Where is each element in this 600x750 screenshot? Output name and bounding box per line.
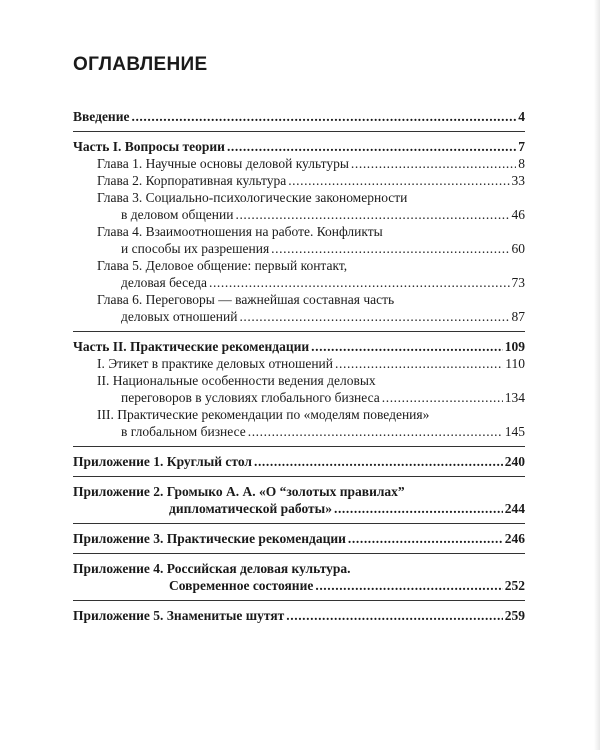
toc-entry-section-2: II. Национальные особенности ведения деловых переговоров в условиях глобального бизнеса ..... 134 [73,372,525,406]
page-number: 109 [504,339,525,354]
page-number: 240 [504,454,525,469]
divider [73,600,525,601]
page-number: 60 [511,241,525,256]
toc-entry-chapter-4: Глава 4. Взаимоотношения на работе. Конфликты и способы их разрешения ..... 60 [73,223,525,257]
divider [73,331,525,332]
divider [73,446,525,447]
page-number: 252 [504,578,525,593]
divider [73,523,525,524]
page-number: 145 [504,424,525,439]
page-number: 134 [504,390,525,405]
page-number: 259 [504,608,525,623]
toc-entry-chapter-5: Глава 5. Деловое общение: первый контакт, деловая беседа ..... 73 [73,257,525,291]
toc-entry-section-1: I. Этикет в практике деловых отношений ..... 110 [73,355,525,372]
toc-entry-part2: Часть II. Практические рекомендации ..... 109 [73,338,525,355]
toc-entry-appendix-1: Приложение 1. Круглый стол ..... 240 [73,453,525,470]
toc-entry-chapter-3: Глава 3. Социально-психологические закономерности в деловом общении ..... 46 [73,189,525,223]
page-edge-shadow [594,0,600,750]
table-of-contents [73,108,525,624]
page-number: 4 [518,109,525,124]
toc-entry-section-3: III. Практические рекомендации по «моделям поведения» в глобальном бизнесе ..... 145 [73,406,525,440]
divider [73,476,525,477]
page-number: 73 [511,275,525,290]
toc-entry-part1: Часть I. Вопросы теории ..... 7 [73,138,525,155]
toc-entry-appendix-3: Приложение 3. Практические рекомендации ..... 246 [73,530,525,547]
page-number: 46 [511,207,525,222]
toc-entry-appendix-2: Приложение 2. Громыко А. А. «О “золотых правилах” дипломатической работы» ..... 244 [73,483,525,517]
toc-entry-intro: Введение ..... 4 [73,108,525,125]
page-title: ОГЛАВЛЕНИЕ [73,54,208,75]
toc-entry-chapter-6: Глава 6. Переговоры — важнейшая составная часть деловых отношений ..... 87 [73,291,525,325]
divider [73,553,525,554]
page-number: 7 [518,139,525,154]
toc-entry-chapter-2: Глава 2. Корпоративная культура ..... 33 [73,172,525,189]
page-number: 110 [505,356,525,371]
divider [73,131,525,132]
page-number: 33 [511,173,525,188]
toc-entry-appendix-5: Приложение 5. Знаменитые шутят ..... 259 [73,607,525,624]
page-number: 87 [511,309,525,324]
page-number: 8 [518,156,525,171]
page-number: 244 [504,501,525,516]
toc-entry-chapter-1: Глава 1. Научные основы деловой культуры ..... 8 [73,155,525,172]
toc-entry-appendix-4: Приложение 4. Российская деловая культура. Современное состояние ..... 252 [73,560,525,594]
page-number: 246 [504,531,525,546]
